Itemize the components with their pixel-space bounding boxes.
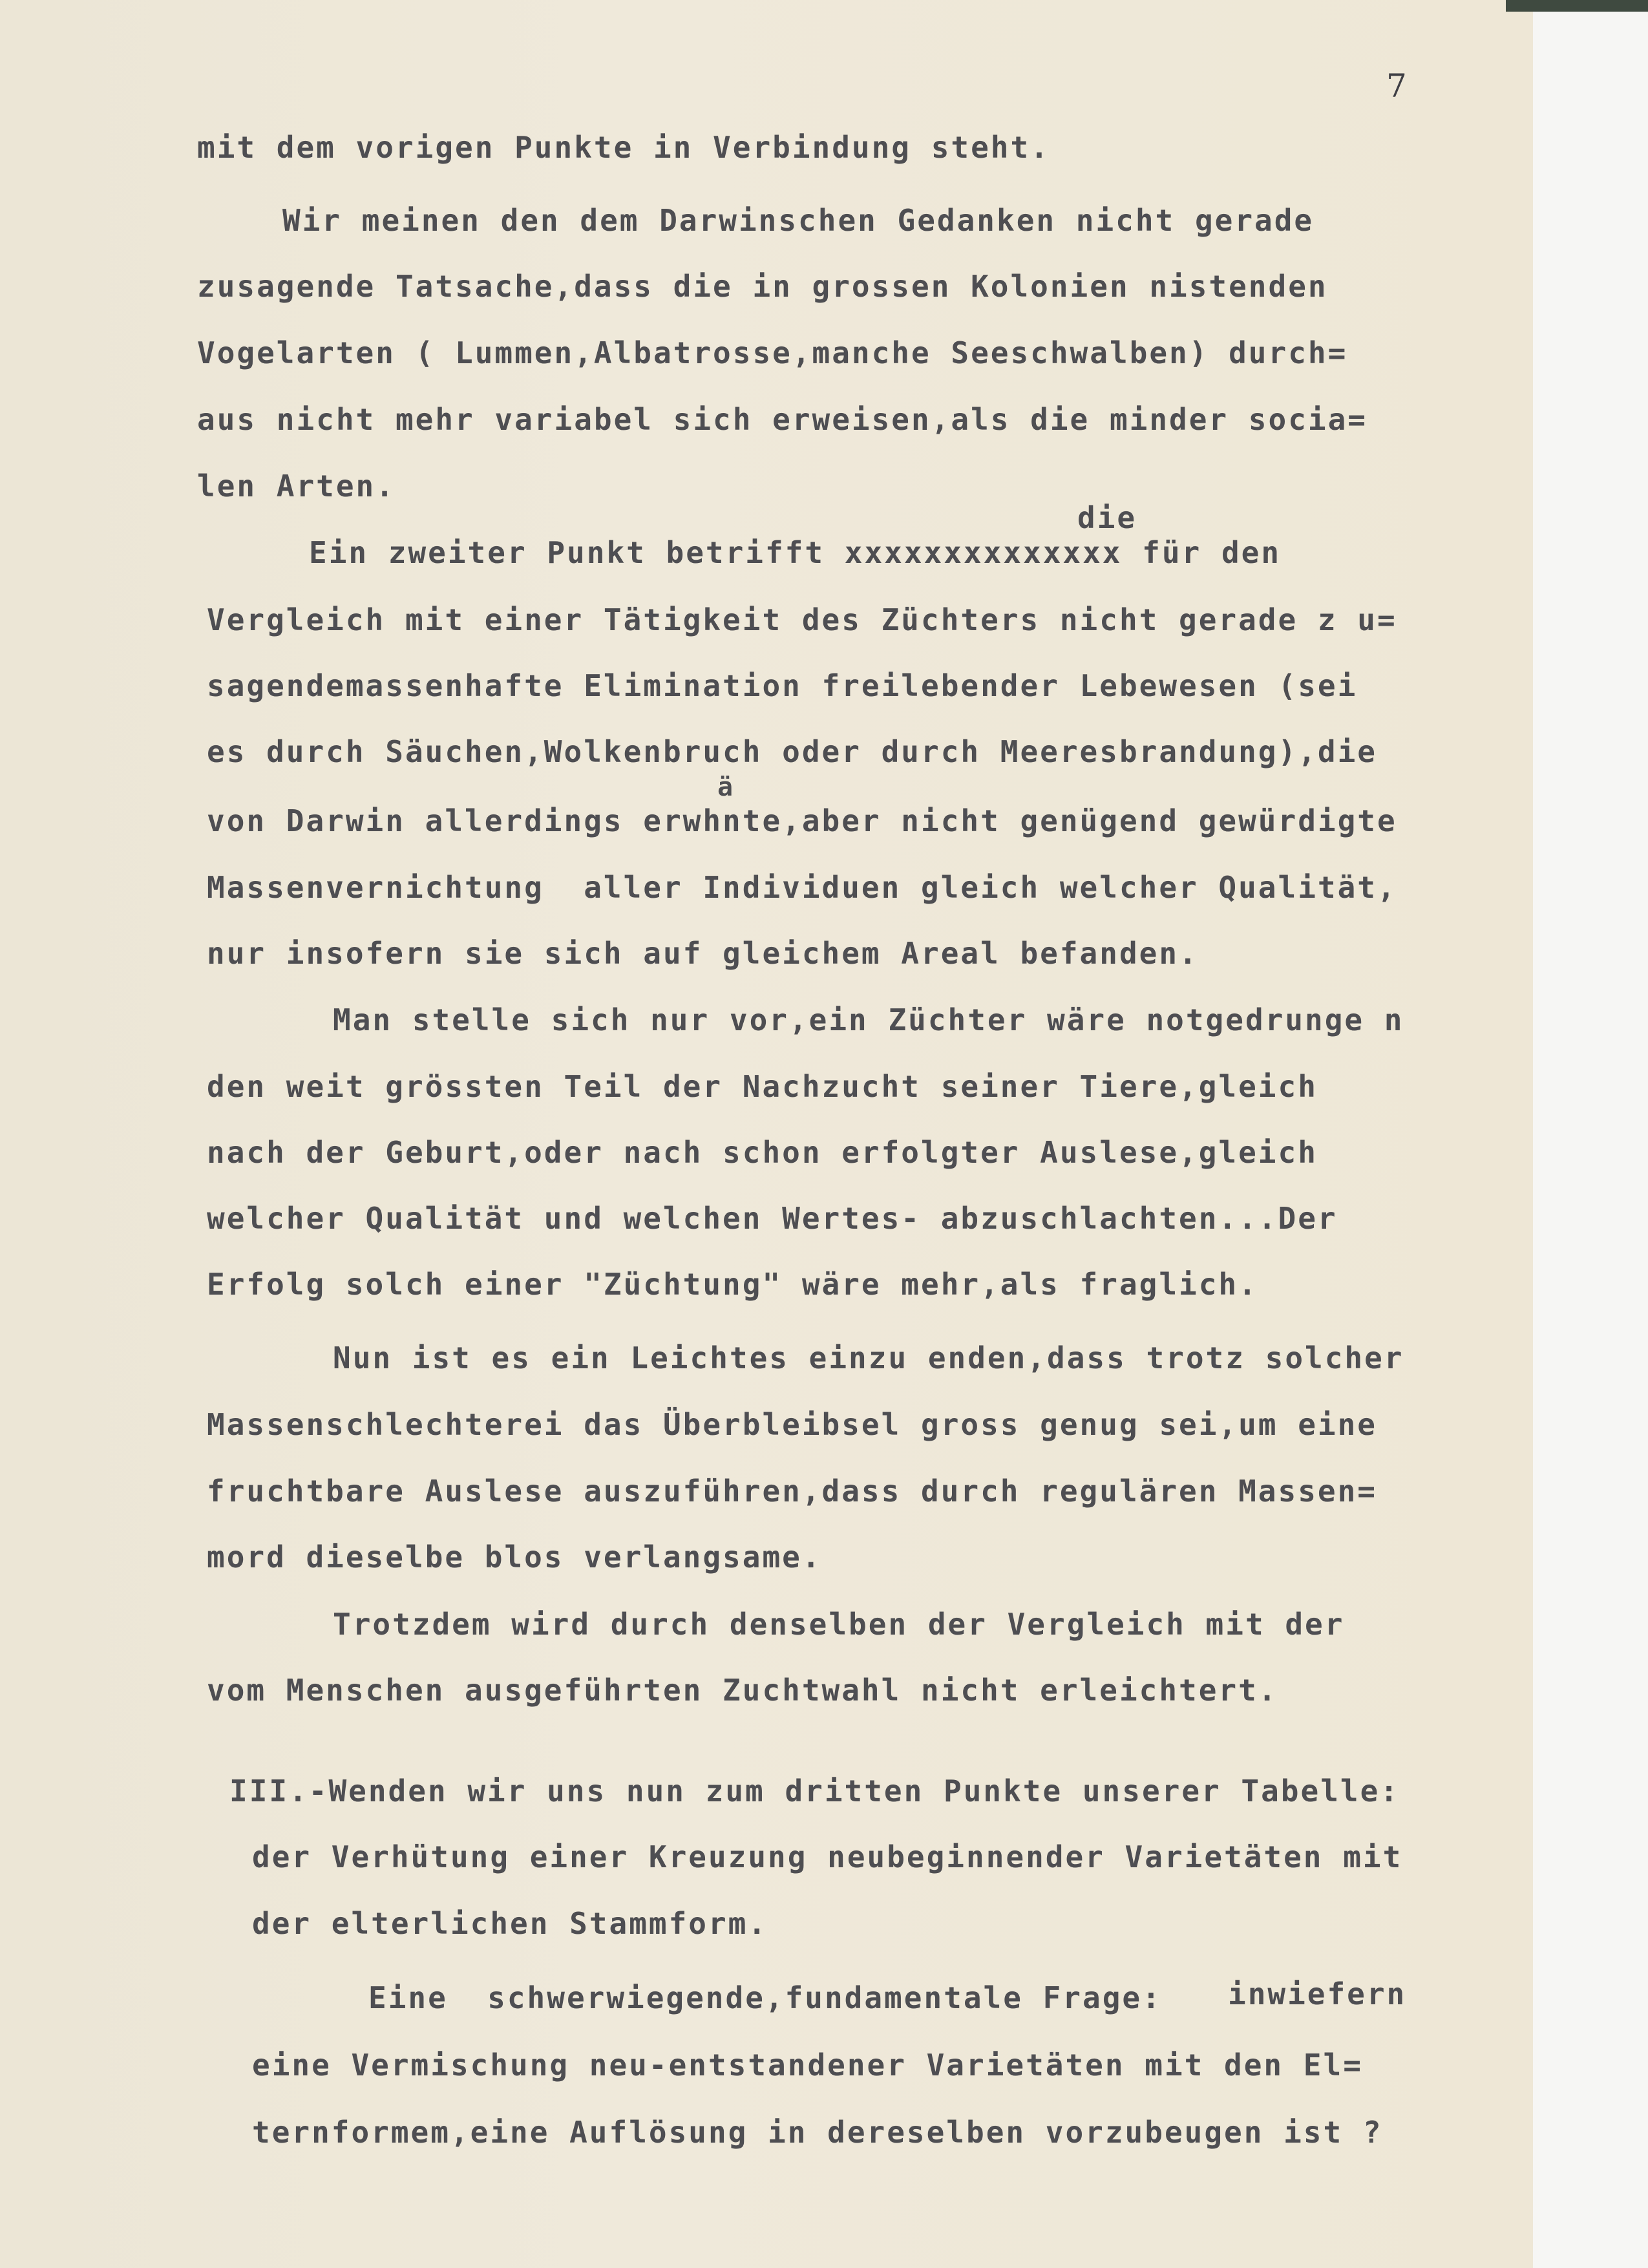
inserted-umlaut: ä: [717, 772, 735, 802]
text-line: von Darwin allerdings erwhnte,aber nicht genügend gewürdigte: [207, 803, 1397, 838]
text-line: den weit grössten Teil der Nachzucht seiner Tiere,gleich: [207, 1069, 1318, 1104]
text-line: Eine schwerwiegende,fundamentale Frage:: [368, 1980, 1162, 2015]
text-line: Vergleich mit einer Tätigkeit des Züchters nicht gerade z u=: [207, 602, 1397, 637]
text-line-struck: Ein zweiter Punkt betrifft xxxxxxxxxxxxxx für den: [309, 535, 1282, 570]
text-line: Erfolg solch einer "Züchtung" wäre mehr,als fraglich.: [207, 1267, 1258, 1302]
text-line: zusagende Tatsache,dass die in grossen Kolonien nistenden: [197, 269, 1328, 304]
text-line: fruchtbare Auslese auszuführen,dass durch regulären Massen=: [207, 1474, 1377, 1509]
dark-edge-strip: [1506, 0, 1648, 12]
text-line: Wir meinen den dem Darwinschen Gedanken nicht gerade: [282, 203, 1315, 238]
text-line: ternformem,eine Auflösung in dereselben vorzubeugen ist ?: [252, 2115, 1383, 2150]
text-line: welcher Qualität und welchen Wertes- abzuschlachten...Der: [207, 1201, 1338, 1236]
text-line: nach der Geburt,oder nach schon erfolgter Auslese,gleich: [207, 1135, 1318, 1170]
text-line: Vogelarten ( Lummen,Albatrosse,manche Seeschwalben) durch=: [197, 335, 1348, 370]
text-line: mit dem vorigen Punkte in Verbindung steht.: [197, 130, 1050, 165]
text-line: mord dieselbe blos verlangsame.: [207, 1540, 822, 1574]
text-line: eine Vermischung neu-entstandener Varietäten mit den El=: [252, 2048, 1363, 2083]
text-line: Massenschlechterei das Überbleibsel gross genug sei,um eine: [207, 1407, 1377, 1442]
inserted-word: inwiefern: [1228, 1977, 1407, 2011]
text-line: Massenvernichtung aller Individuen gleich welcher Qualität,: [207, 870, 1397, 905]
text-line: len Arten.: [197, 469, 396, 503]
text-line: der Verhütung einer Kreuzung neubeginnender Varietäten mit: [252, 1839, 1403, 1874]
text-line: es durch Säuchen,Wolkenbruch oder durch Meeresbrandung),die: [207, 734, 1377, 769]
page-number: 7: [1386, 67, 1409, 105]
text-line: aus nicht mehr variabel sich erweisen,als die minder socia=: [197, 402, 1368, 437]
text-line: der elterlichen Stammform.: [252, 1906, 768, 1941]
text-line: nur insofern sie sich auf gleichem Areal befanden.: [207, 936, 1199, 971]
text-line: Nun ist es ein Leichtes einzu enden,dass trotz solcher: [333, 1341, 1404, 1375]
background-edge: [1533, 0, 1648, 2268]
section-heading: III.-Wenden wir uns nun zum dritten Punkte unserer Tabelle:: [229, 1774, 1400, 1808]
text-line: Man stelle sich nur vor,ein Züchter wäre notgedrunge n: [333, 1002, 1404, 1037]
text-line: vom Menschen ausgeführten Zuchtwahl nicht erleichtert.: [207, 1673, 1278, 1708]
text-line: Trotzdem wird durch denselben der Vergleich mit der: [333, 1607, 1345, 1642]
text-line: sagendemassenhafte Elimination freilebender Lebewesen (sei: [207, 668, 1358, 703]
inserted-word: die: [1077, 500, 1137, 535]
